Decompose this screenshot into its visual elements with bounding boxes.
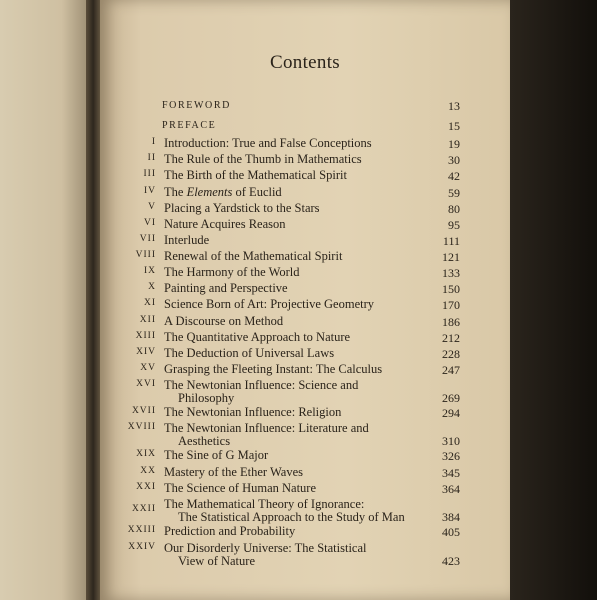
- page-number: 247: [442, 363, 460, 377]
- chapter-number: III: [143, 169, 156, 179]
- chapter-title: A Discourse on Method: [164, 314, 284, 328]
- chapter-title: Introduction: True and False Conceptions: [164, 136, 372, 150]
- page-number: 228: [442, 347, 460, 361]
- page-number: 59: [448, 186, 460, 200]
- page-number: 269: [442, 391, 460, 405]
- chapter-title: Our Disorderly Universe: The Statistical View of Nature: [164, 541, 367, 568]
- chapter-number: XI: [143, 298, 156, 308]
- chapter-title: The Deduction of Universal Laws: [164, 346, 335, 360]
- chapter-number: XXI: [136, 482, 156, 492]
- page-title: Contents: [270, 52, 340, 73]
- page-number: 133: [442, 266, 460, 280]
- chapter-title: Science Born of Art: Projective Geometry: [164, 297, 375, 311]
- page-number: 80: [448, 202, 460, 216]
- chapter-number: IV: [143, 186, 156, 196]
- chapter-number: V: [148, 202, 156, 212]
- chapter-number: II: [147, 153, 156, 163]
- chapter-number: XXIV: [128, 542, 156, 552]
- chapter-title: The Newtonian Influence: Religion: [164, 405, 342, 419]
- chapter-number: VI: [143, 218, 156, 228]
- page-number: 13: [448, 99, 460, 113]
- chapter-title: Placing a Yardstick to the Stars: [164, 201, 320, 215]
- chapter-number: XVI: [136, 379, 156, 389]
- chapter-title: The Newtonian Influence: Literature and Aesthetics: [164, 421, 369, 448]
- chapter-number: XII: [139, 315, 156, 325]
- page-number: 30: [448, 153, 460, 167]
- chapter-title: The Newtonian Influence: Science and Philosophy: [164, 378, 359, 405]
- page-number: 294: [442, 406, 460, 420]
- page-number: 423: [442, 554, 460, 568]
- page-number: 150: [442, 282, 460, 296]
- page-number: 111: [442, 234, 460, 248]
- chapter-number: XVII: [131, 406, 156, 416]
- page-number: 121: [442, 250, 460, 264]
- chapter-title: PREFACE: [162, 120, 217, 131]
- chapter-title: FOREWORD: [162, 100, 231, 111]
- chapter-number: I: [151, 137, 156, 147]
- page-number: 405: [442, 525, 460, 539]
- chapter-number: XXII: [131, 504, 156, 514]
- chapter-title: The Sine of G Major: [164, 448, 269, 462]
- chapter-number: X: [148, 282, 156, 292]
- page-number: 310: [442, 434, 460, 448]
- chapter-number: XIII: [135, 331, 156, 341]
- page-number: 42: [448, 169, 460, 183]
- chapter-number: VII: [139, 234, 156, 244]
- page-number: 345: [442, 466, 460, 480]
- chapter-title: Nature Acquires Reason: [164, 217, 286, 231]
- chapter-title: The Birth of the Mathematical Spirit: [164, 168, 347, 182]
- chapter-number: VIII: [135, 250, 156, 260]
- chapter-title: Prediction and Probability: [164, 524, 296, 538]
- chapter-title: Painting and Perspective: [164, 281, 288, 295]
- page-number: 95: [448, 218, 460, 232]
- chapter-number: XIX: [136, 449, 156, 459]
- page-number: 326: [442, 449, 460, 463]
- contents-page: [100, 0, 510, 600]
- page-number: 212: [442, 331, 460, 345]
- chapter-title: Renewal of the Mathematical Spirit: [164, 249, 343, 263]
- chapter-title: Interlude: [164, 233, 210, 247]
- chapter-number: XV: [140, 363, 156, 373]
- background-edge: [510, 0, 597, 600]
- chapter-title: The Harmony of the World: [164, 265, 300, 279]
- facing-page: [0, 0, 88, 600]
- page-number: 384: [442, 510, 460, 524]
- chapter-title: Grasping the Fleeting Instant: The Calculus: [164, 362, 383, 376]
- chapter-number: XX: [140, 466, 156, 476]
- page-number: 364: [442, 482, 460, 496]
- chapter-number: XVIII: [127, 422, 156, 432]
- page-number: 15: [448, 119, 460, 133]
- chapter-title: The Rule of the Thumb in Mathematics: [164, 152, 362, 166]
- chapter-title: The Mathematical Theory of Ignorance: The Statistical Approach to the Study of Man: [164, 497, 405, 524]
- chapter-number: XXIII: [127, 525, 156, 535]
- chapter-title: The Quantitative Approach to Nature: [164, 330, 351, 344]
- page-number: 186: [442, 315, 460, 329]
- page-number: 170: [442, 298, 460, 312]
- chapter-title: The Elements of Euclid: [164, 185, 282, 199]
- chapter-number: IX: [143, 266, 156, 276]
- chapter-title: Mastery of the Ether Waves: [164, 465, 303, 479]
- page-number: 19: [448, 137, 460, 151]
- chapter-title: The Science of Human Nature: [164, 481, 317, 495]
- chapter-number: XIV: [136, 347, 156, 357]
